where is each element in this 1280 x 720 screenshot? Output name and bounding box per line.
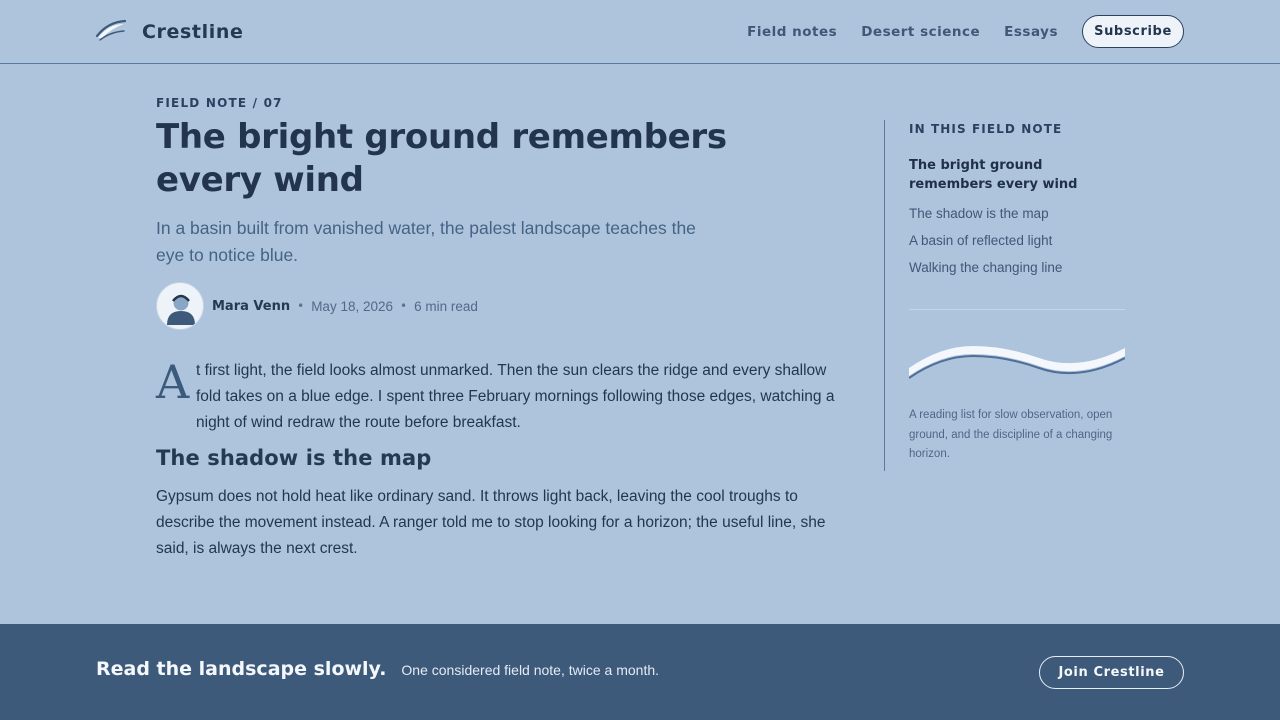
nav-link-desert-science[interactable]: Desert science [861, 23, 981, 40]
article [156, 96, 836, 562]
cta-text: One considered field note, twice a month. [401, 662, 660, 678]
author-avatar[interactable] [156, 282, 204, 330]
table-of-contents [884, 120, 1124, 471]
read-time: 6 min read [414, 298, 478, 314]
article-title: The bright ground remembers every wind [156, 117, 727, 200]
toc-item[interactable]: A basin of reflected light [909, 233, 1053, 248]
separator-dot: • [400, 299, 408, 313]
section-paragraph: Gypsum does not hold heat like ordinary sand. It throws light back, leaving the cool troughs to describe the movement instead. A ranger told me to stop looking for a horizon; the useful line, she said, is always the next crest. [156, 488, 826, 557]
main-nav [723, 15, 1184, 48]
toc-heading: IN THIS FIELD NOTE [909, 122, 1063, 136]
join-button[interactable]: Join Crestline [1039, 656, 1184, 689]
divider [909, 309, 1125, 310]
section-heading: The shadow is the map [156, 446, 432, 470]
toc-item[interactable]: The shadow is the map [909, 206, 1049, 221]
article-dek: In a basin built from vanished water, the palest landscape teaches the eye to notice blue. [156, 218, 696, 265]
newsletter-footer [0, 624, 1280, 720]
author-name[interactable]: Mara Venn [212, 298, 291, 314]
nav-link-essays[interactable]: Essays [1004, 23, 1058, 40]
lead-text: t first light, the field looks almost unmarked. Then the sun clears the ridge and every shallow fold takes on a blue edge. I spent three February mornings following those edges, watching a night of wind redraw the route before breakfast. [196, 362, 835, 431]
drop-cap: A [156, 355, 190, 409]
cta-title: Read the landscape slowly. [96, 658, 387, 680]
sidebar-note: A reading list for slow observation, open ground, and the discipline of a changing horizon. [909, 409, 1113, 460]
byline [156, 282, 836, 330]
subscribe-button[interactable]: Subscribe [1082, 15, 1184, 48]
wave-illustration-icon [909, 332, 1125, 392]
lead-paragraph [156, 355, 836, 436]
toc-item-active[interactable]: The bright ground remembers every wind [909, 158, 1078, 192]
toc-item[interactable]: Walking the changing line [909, 260, 1063, 275]
separator-dot: • [297, 299, 305, 313]
article-kicker: FIELD NOTE / 07 [156, 96, 283, 110]
publish-date: May 18, 2026 [311, 298, 393, 314]
brand-name: Crestline [142, 21, 244, 43]
site-header [0, 0, 1280, 64]
nav-link-field-notes[interactable]: Field notes [747, 23, 838, 40]
crest-logo-icon [96, 18, 126, 46]
brand[interactable] [96, 18, 243, 46]
newsletter-cta [96, 658, 659, 680]
